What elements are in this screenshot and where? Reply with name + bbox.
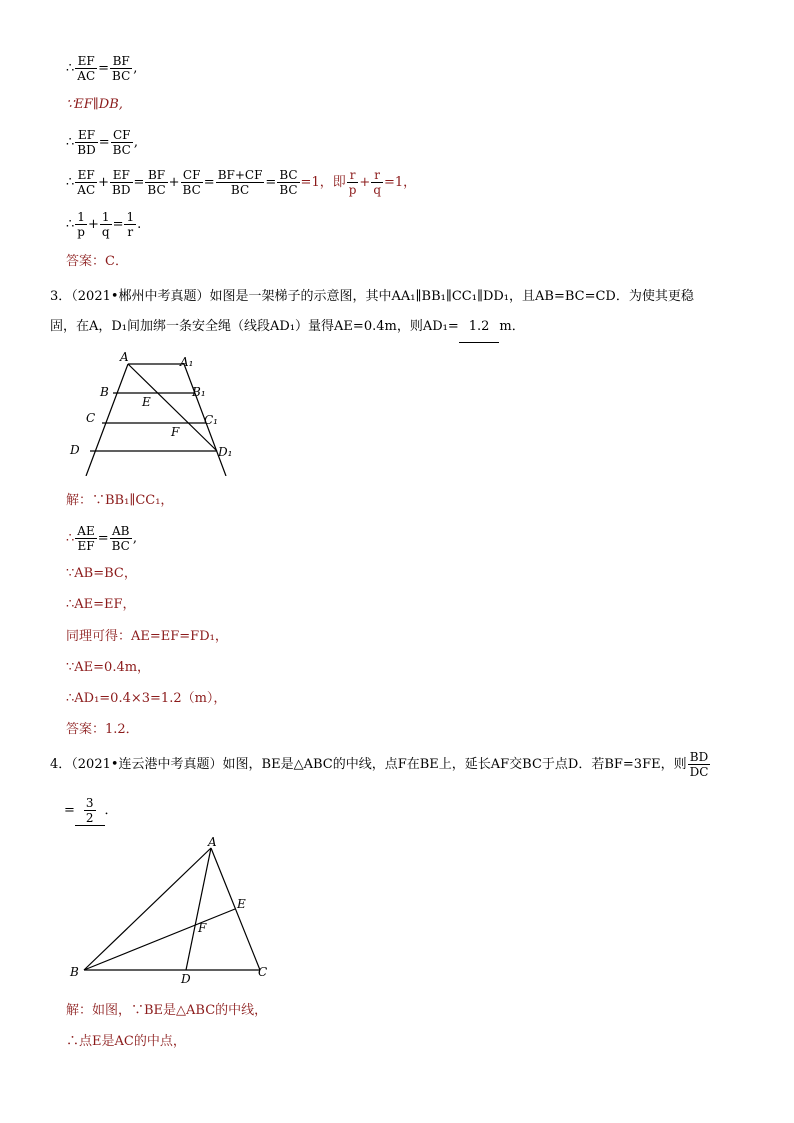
- fraction: $\frac{BD}{DC}$: [689, 750, 709, 779]
- question-4: [50, 750, 750, 779]
- fraction: $\frac{r}{p}$: [348, 168, 357, 197]
- solution-3-line3: ∵AB=BC，: [66, 566, 137, 581]
- label-c: C: [258, 965, 268, 979]
- question-4-text-line2: = $\frac{3}{2}$ ．: [64, 796, 118, 825]
- label-b: B: [100, 385, 109, 399]
- fraction: $\frac{1}{r}$: [126, 210, 135, 239]
- fraction: $\frac{BF}{BC}$: [112, 54, 131, 83]
- label-f: F: [198, 921, 207, 935]
- answer-blank: [75, 796, 105, 826]
- question-4-text-line1: 4．（2021•连云港中考真题）如图，BE是△ABC的中线，点F在BE上，延长AF交BC于点D．若BF=3FE，则 $\frac{BD}{DC}$: [50, 750, 709, 779]
- fraction: $\frac{EF}{BD}$: [112, 168, 131, 197]
- fraction: $\frac{AB}{BC}$: [111, 524, 130, 553]
- answer-c: 答案：C．: [66, 254, 128, 269]
- triangle-figure: [64, 834, 284, 986]
- label-d1: D₁: [218, 445, 233, 459]
- label-b1: B₁: [192, 385, 206, 399]
- question-3-text-line1: 3．（2021•郴州中考真题）如图是一架梯子的示意图，其中AA₁∥BB₁∥CC₁∥DD₁，且AB=BC=CD．为使其更稳: [50, 289, 694, 304]
- therefore-symbol: ∴: [66, 61, 75, 76]
- solution-3-line1: 解：∵BB₁∥CC₁，: [66, 493, 174, 508]
- ladder-figure: [64, 348, 244, 476]
- label-d: D: [70, 443, 80, 457]
- label-c1: C₁: [204, 413, 218, 427]
- fraction: $\frac{BC}{BC}$: [279, 168, 298, 197]
- solution-3-line2: ∴ $\frac{AE}{EF}$ = $\frac{AB}{BC}$ ,: [66, 524, 137, 553]
- fraction: $\frac{CF}{BC}$: [112, 128, 131, 157]
- fraction: $\frac{1}{p}$: [77, 210, 85, 239]
- question-3-text-line2: 固，在A，D₁间加绑一条安全绳（线段AD₁）量得AE=0.4m，则AD₁= 1.2 m．: [50, 312, 750, 343]
- answer-blank: 1.2: [459, 312, 500, 343]
- fraction: $\frac{1}{q}$: [101, 210, 110, 239]
- fraction: $\frac{BF+CF}{BC}$: [217, 168, 263, 197]
- question-3: [50, 282, 750, 343]
- line-reciprocal-sum: ∴ $\frac{1}{p}$ + $\frac{1}{q}$ = $\frac{1}{r}$ .: [66, 210, 142, 239]
- line-ef-bd: ∴ $\frac{EF}{BD}$ = $\frac{CF}{BC}$ ,: [66, 128, 139, 157]
- label-e: E: [237, 897, 246, 911]
- solution-3-line7: ∴AD₁=0.4×3=1.2（m），: [66, 691, 227, 706]
- label-c: C: [86, 411, 96, 425]
- fraction: $\frac{EF}{AC}$: [77, 54, 96, 83]
- fraction: $\frac{EF}{AC}$: [77, 168, 96, 197]
- label-a1: A₁: [180, 355, 194, 369]
- segment-ad: [186, 848, 211, 970]
- segment-ac: [211, 848, 260, 970]
- line-ef-ac: ∴ $\frac{EF}{AC}$ = $\frac{BF}{BC}$ ,: [66, 54, 138, 83]
- fraction: $\frac{r}{q}$: [373, 168, 381, 197]
- fraction: $\frac{EF}{BD}$: [77, 128, 96, 157]
- label-f: F: [171, 425, 180, 439]
- segment-ab: [84, 848, 211, 970]
- answer-3: 答案：1.2．: [66, 722, 139, 737]
- label-d: D: [181, 972, 191, 986]
- label-e: E: [142, 395, 151, 409]
- solution-4-line2: ∴点E是AC的中点，: [66, 1034, 186, 1049]
- segment-be: [84, 909, 235, 970]
- line-sum-equals-one: ∴ $\frac{EF}{AC}$ + $\frac{EF}{BD}$ = $\frac{BF}{BC}$ + $\frac{CF}{BC}$ = $\frac{BF+CF}{BC}$ = $\frac{BC}{BC}$ =1，即 $\frac{r}{p}$ + $\frac{r}{q}$ =1，: [66, 168, 417, 197]
- solution-4-line1: 解：如图，∵BE是△ABC的中线，: [66, 1003, 268, 1018]
- label-b: B: [70, 965, 79, 979]
- fraction: $\frac{BF}{BC}$: [147, 168, 166, 197]
- fraction: $\frac{3}{2}$: [85, 796, 94, 825]
- solution-3-line6: ∵AE=0.4m，: [66, 660, 151, 675]
- line-ef-parallel-db: ∵EF∥DB,: [66, 97, 123, 112]
- label-a: A: [208, 835, 217, 849]
- label-a: A: [120, 350, 129, 364]
- solution-3-line4: ∴AE=EF，: [66, 597, 136, 612]
- solution-3-line5: 同理可得：AE=EF=FD₁，: [66, 629, 228, 644]
- fraction: $\frac{AE}{EF}$: [77, 524, 95, 553]
- fraction: $\frac{CF}{BC}$: [182, 168, 201, 197]
